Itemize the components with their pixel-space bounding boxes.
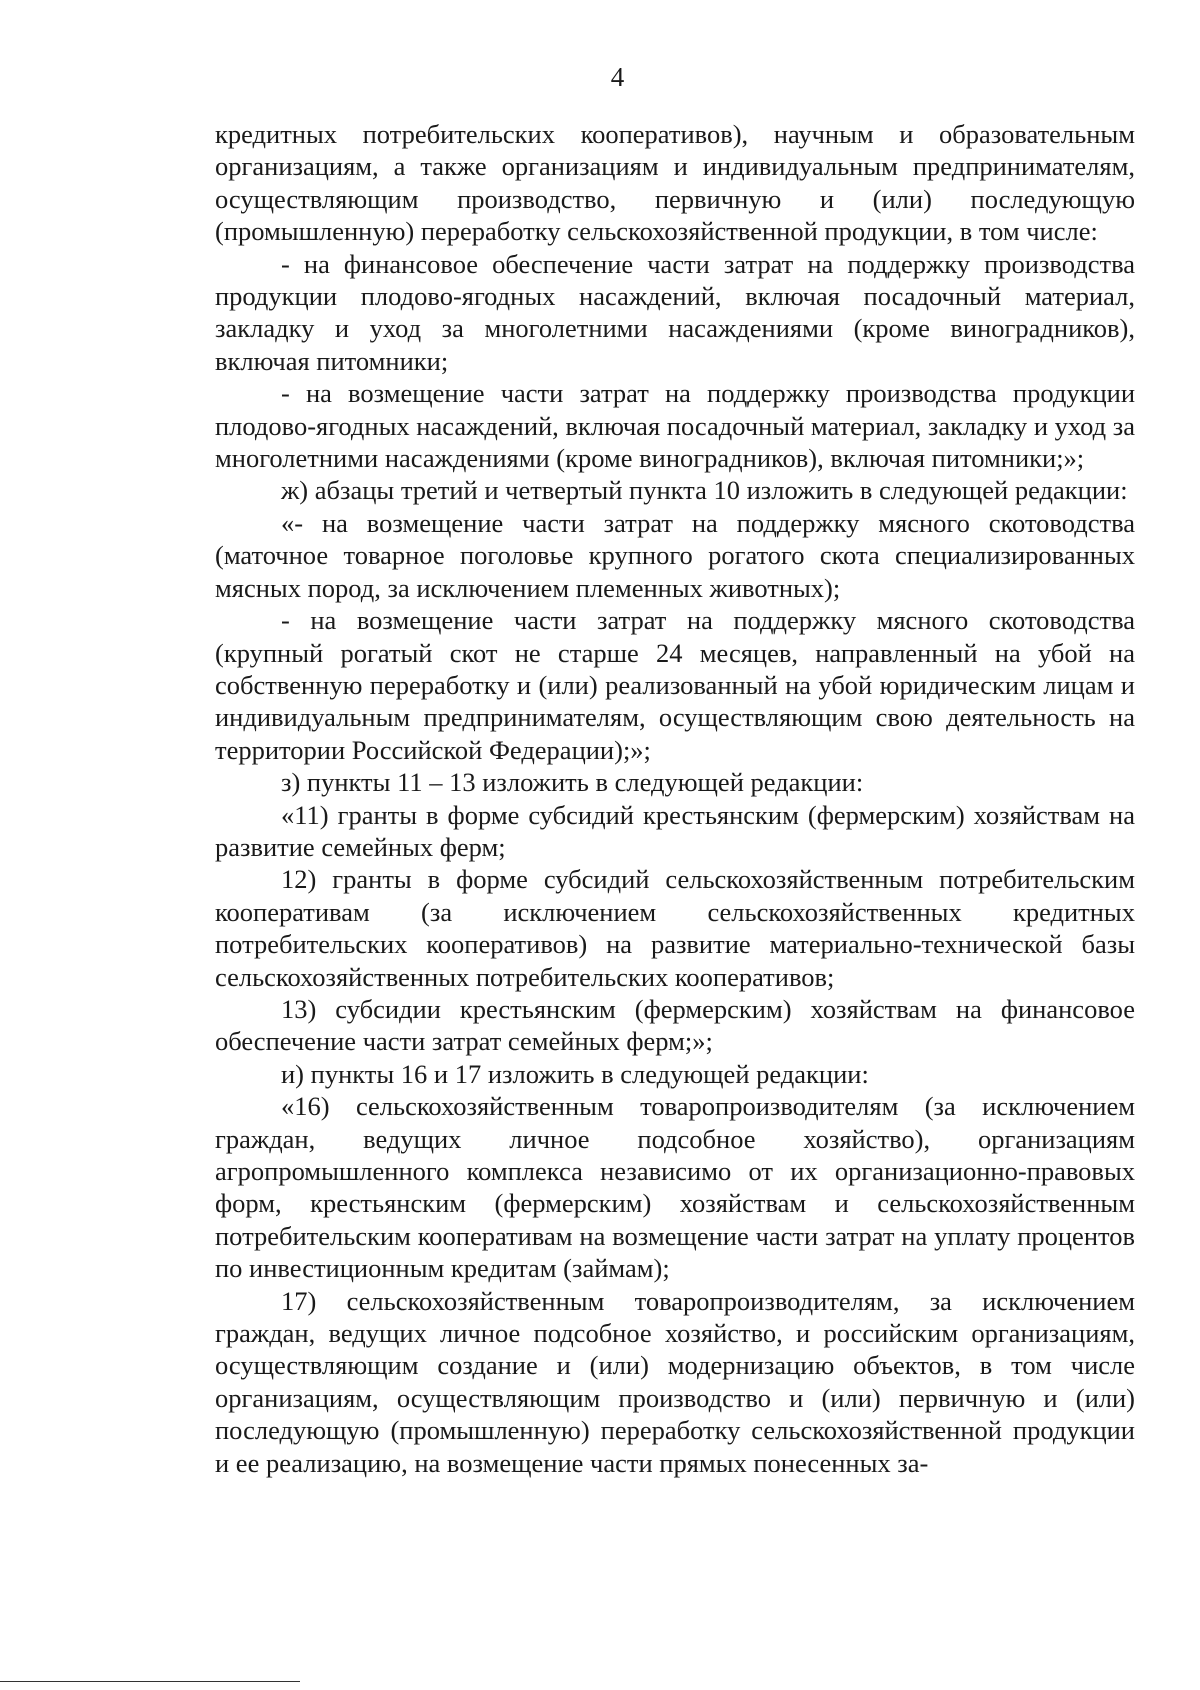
paragraph-13: 17) сельскохозяйственным товаропроизводителям, за исключением граждан, ведущих личное подсобное хозяйство, и российским организациям, осуществляющим создание и (или) модернизацию объектов, в том числе организациям, осуществляющим производство и (или) первичную и (или) последующую (промышленную) переработку сельскохозяйственной продукции и ее реализацию, на возмещение части прямых понесенных за- — [215, 1285, 1135, 1478]
paragraph-12: «16) сельскохозяйственным товаропроизводителям (за исключением граждан, ведущих личное подсобное хозяйство), организациям агропромышленного комплекса независимо от их организационно-правовых форм, крестьянским (фермерским) хозяйствам и сельскохозяйственным потребительским кооперативам на возмещение части затрат на уплату процентов по инвестиционным кредитам (займам); — [215, 1091, 1135, 1284]
paragraph-2: - на финансовое обеспечение части затрат на поддержку производства продукции плодово-ягодных насаждений, включая посадочный материал, закладку и уход за многолетними насаждениями (кроме виноградников), включая питомники; — [215, 248, 1135, 376]
paragraph-10: 13) субсидии крестьянским (фермерским) хозяйствам на финансовое обеспечение части затрат семейных ферм;»; — [215, 993, 1135, 1057]
document-body — [215, 118, 1135, 1479]
page-number: 4 — [610, 62, 625, 92]
paragraph-8: «11) гранты в форме субсидий крестьянским (фермерским) хозяйствам на развитие семейных ферм; — [215, 799, 1135, 862]
paragraph-5: «- на возмещение части затрат на поддержку мясного скотоводства (маточное товарное поголовье крупного рогатого скота специализированных мясных пород, за исключением племенных животных); — [215, 507, 1135, 603]
paragraph-3: - на возмещение части затрат на поддержку производства продукции плодово-ягодных насаждений, включая посадочный материал, закладку и уход за многолетними насаждениями (кроме виноградников), включая питомники;»; — [215, 378, 1135, 474]
paragraph-11: и) пункты 16 и 17 изложить в следующей редакции: — [281, 1058, 869, 1089]
footnote-divider — [0, 1681, 300, 1682]
paragraph-6: - на возмещение части затрат на поддержку мясного скотоводства (крупный рогатый скот не старше 24 месяцев, направленный на убой на собственную переработку и (или) реализованный на убой юридическим лицам и индивидуальным предпринимателям, осуществляющим свою деятельность на территории Российской Федерации);»; — [215, 605, 1135, 765]
paragraph-9: 12) гранты в форме субсидий сельскохозяйственным потребительским кооперативам (за исключением сельскохозяйственных кредитных потребительских кооперативов) на развитие материально-технической базы сельскохозяйственных потребительских кооперативов; — [215, 864, 1135, 992]
paragraph-7: з) пункты 11 – 13 изложить в следующей редакции: — [281, 767, 864, 798]
paragraph-4: ж) абзацы третий и четвертый пункта 10 изложить в следующей редакции: — [281, 475, 1128, 506]
paragraph-1: кредитных потребительских кооперативов), научным и образовательным организациям, а также организациям и индивидуальным предпринимателям, осуществляющим производство, первичную и (или) последующую (промышленную) переработку сельскохозяйственной продукции, в том числе: — [215, 119, 1135, 247]
